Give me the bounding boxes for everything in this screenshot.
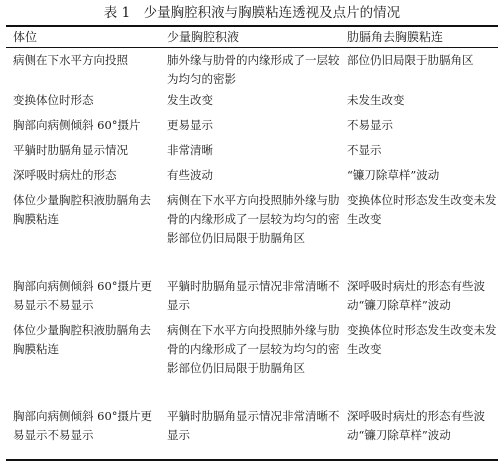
adhesion-cell: 部位仍旧局限于肋膈角区 <box>347 53 474 67</box>
effusion-cell: 发生改变 <box>167 93 213 107</box>
posture-cell: 胸部向病侧倾斜 60°摄片更易显示不易显示 <box>13 409 153 442</box>
adhesion-cell: 不显示 <box>347 143 382 157</box>
effusion-cell: 肺外缘与肋骨的内缘形成了一层较为均匀的密影 <box>167 53 340 86</box>
posture-cell: 病侧在下水平方向投照 <box>13 53 128 67</box>
posture-cell: 体位少量胸腔积液肋膈角去胸膜粘连 <box>13 193 151 226</box>
adhesion-cell: 变换体位时形态发生改变未发生改变 <box>347 193 497 226</box>
header-row <box>6 27 498 47</box>
effusion-cell: 平躺时肋膈角显示情况非常清晰不显示 <box>167 279 340 312</box>
header-effusion: 少量胸腔积液 <box>167 30 240 44</box>
posture-cell: 平躺时肋膈角显示情况 <box>13 143 128 157</box>
table-caption: 表 1 少量胸腔积液与胸膜粘连透视及点片的情况 <box>103 5 401 21</box>
adhesion-cell: “镰刀除草样”波动 <box>347 168 440 182</box>
posture-cell: 体位少量胸腔积液肋膈角去胸膜粘连 <box>13 323 151 356</box>
posture-cell: 胸部向病侧倾斜 60°摄片 <box>13 118 141 132</box>
effusion-cell: 平躺时肋膈角显示情况非常清晰不显示 <box>167 409 340 442</box>
adhesion-cell: 不易显示 <box>347 118 393 132</box>
effusion-cell: 病侧在下水平方向投照肺外缘与肋骨的内缘形成了一层较为均匀的密影部位仍旧局限于肋膈角区 <box>167 323 340 375</box>
adhesion-cell: 未发生改变 <box>347 93 405 107</box>
table-row <box>6 191 498 277</box>
table-row <box>6 47 498 91</box>
adhesion-cell: 深呼吸时病灶的形态有些波动“镰刀除草样”波动 <box>347 279 485 312</box>
adhesion-cell: 深呼吸时病灶的形态有些波动“镰刀除草样”波动 <box>347 409 485 442</box>
header-adhesion: 肋膈角去胸膜粘连 <box>347 30 444 44</box>
table-row <box>6 321 498 407</box>
table-row <box>6 407 498 449</box>
effusion-cell: 非常清晰 <box>167 143 213 157</box>
table-row <box>6 91 498 116</box>
posture-cell: 深呼吸时病灶的形态 <box>13 168 117 182</box>
posture-cell: 变换体位时形态 <box>13 93 94 107</box>
bottom-rule <box>6 459 498 461</box>
table-row <box>6 116 498 141</box>
effusion-cell: 病侧在下水平方向投照肺外缘与肋骨的内缘形成了一层较为均匀的密影部位仍旧局限于肋膈角区 <box>167 193 340 245</box>
data-table <box>6 27 498 449</box>
table-row <box>6 277 498 321</box>
effusion-cell: 有些波动 <box>167 168 213 182</box>
table-row <box>6 141 498 166</box>
adhesion-cell: 变换体位时形态发生改变未发生改变 <box>347 323 497 356</box>
effusion-cell: 更易显示 <box>167 118 213 132</box>
header-posture: 体位 <box>13 30 38 44</box>
table-row <box>6 166 498 191</box>
posture-cell: 胸部向病侧倾斜 60°摄片更易显示不易显示 <box>13 279 153 312</box>
